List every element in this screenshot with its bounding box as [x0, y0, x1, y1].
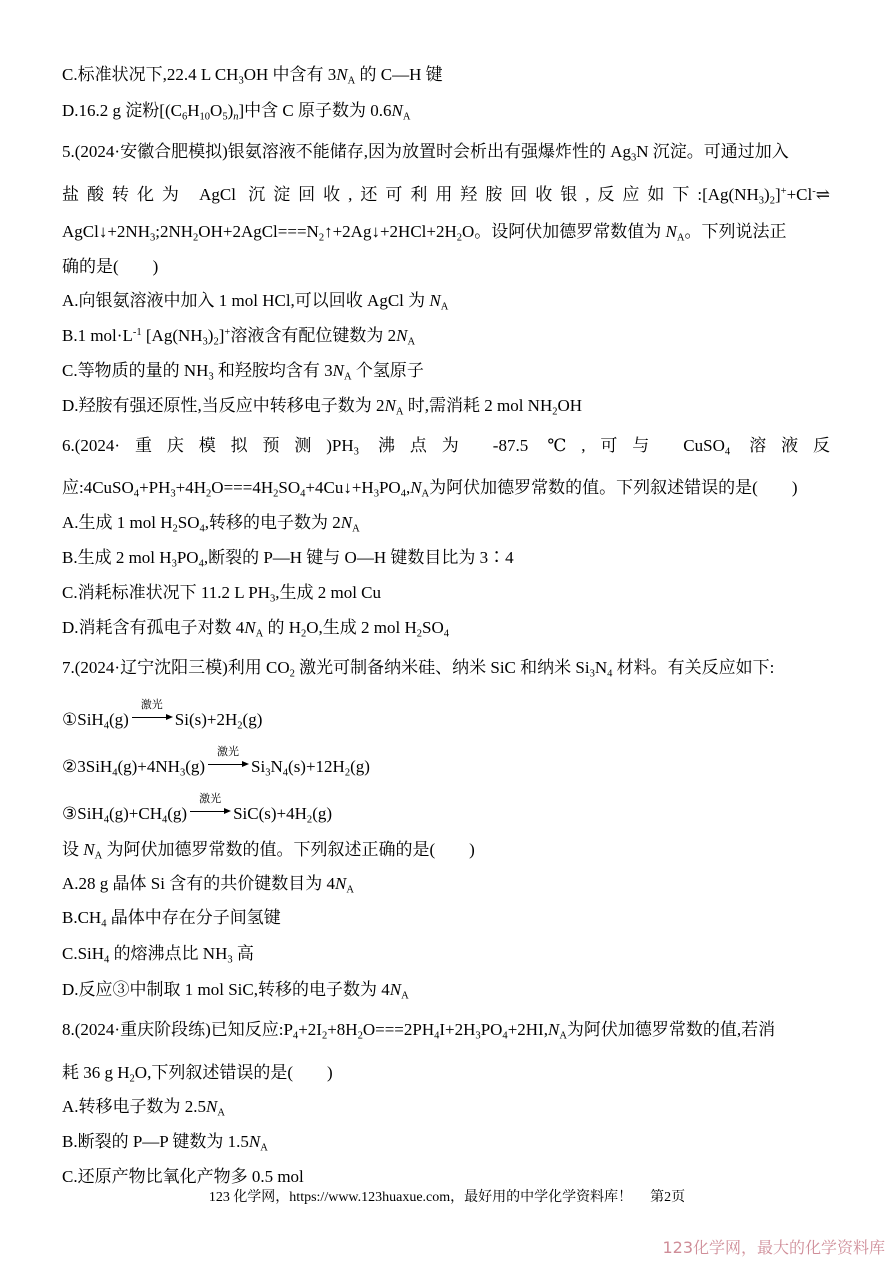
text-run: 激光可制备纳米硅、纳米 SiC 和纳米 Si	[294, 658, 590, 677]
subscript: 4	[724, 446, 731, 458]
italic-symbol: N	[429, 291, 441, 310]
arrow-shaft	[190, 811, 227, 812]
text-run: +2HI,	[507, 1020, 548, 1039]
arrow-head-icon	[166, 714, 173, 720]
text-run: ]	[218, 326, 225, 345]
subscript: 3	[631, 152, 637, 164]
subscript: 2	[344, 767, 351, 779]
subscript: 4	[133, 488, 140, 500]
subscript: A	[395, 406, 404, 418]
text-run: 耗 36 g H	[62, 1063, 130, 1082]
subscript: A	[346, 884, 354, 896]
italic-symbol: N	[410, 478, 422, 497]
text-run: D.反应③中制取 1 mol SiC,转移的电子数为 4	[62, 980, 390, 999]
text-run: A.转移电子数为 2.5	[62, 1097, 207, 1116]
text-run: ,转移的电子数为 2	[204, 513, 341, 532]
footer-site-text: 123 化学网，https://www.123huaxue.com，最好用的中学化学资料库！	[208, 1190, 633, 1205]
text-run: ,生成 2 mol Cu	[275, 583, 382, 602]
text-run: PO	[480, 1020, 503, 1039]
text-run: SO	[278, 478, 301, 497]
subscript: 3	[149, 232, 156, 244]
subscript: 2	[289, 668, 295, 680]
text-run: C.还原产物比氧化产物多 0.5 mol	[62, 1167, 304, 1186]
text-run: D.消耗含有孤电子对数 4	[62, 618, 245, 637]
text-run: O===4H	[211, 478, 274, 497]
reaction-equation	[62, 793, 333, 826]
subscript: 10	[199, 111, 211, 123]
subscript: 2	[213, 336, 219, 348]
arrow-condition-label: 激光	[140, 699, 163, 711]
text-run: 应:4CuSO	[62, 478, 134, 497]
question-stem-8	[62, 1018, 775, 1042]
subscript: 2	[306, 814, 313, 826]
text-run: [Ag(NH	[141, 326, 203, 345]
answer-option-B	[62, 324, 415, 348]
subscript: 2	[301, 628, 307, 640]
subscript: 4	[434, 1030, 440, 1042]
subscript: 2	[357, 1030, 363, 1042]
reaction-equation	[62, 699, 263, 732]
text-run: PO	[176, 548, 199, 567]
text-run: N 沉淀。可通过加入	[636, 142, 789, 161]
subscript: 4	[400, 488, 406, 500]
subscript: 2	[769, 195, 775, 207]
answer-option-B	[62, 906, 281, 930]
subscript: 2	[273, 488, 279, 500]
text-run: 晶体中存在分子间氢键	[106, 908, 281, 927]
subscript: 3	[589, 668, 595, 680]
text-run: (g)+4NH	[117, 757, 180, 776]
subscript: A	[676, 232, 685, 244]
text-run: C.SiH	[62, 944, 105, 963]
text-run: B.CH	[62, 908, 102, 927]
subscript: 3	[202, 336, 208, 348]
text-line	[62, 183, 830, 207]
text-run: 。下列说法正	[684, 222, 787, 241]
answer-option-D	[62, 616, 449, 640]
text-run: 的熔沸点比 NH	[109, 944, 228, 963]
text-line	[62, 255, 158, 279]
arrow-condition-label: 激光	[199, 793, 222, 805]
subscript: 2	[318, 232, 325, 244]
italic-symbol: N	[336, 65, 348, 84]
text-run: Si	[251, 757, 266, 776]
text-run: 5.(2024·安徽合肥模拟)银氨溶液不能储存,因为放置时会析出有强爆炸性的 Ag	[62, 142, 632, 161]
text-run: ,	[405, 478, 411, 497]
subscript: 2	[193, 232, 199, 244]
subscript: 4	[112, 767, 118, 779]
text-run: D.羟胺有强还原性,当反应中转移电子数为 2	[62, 396, 385, 415]
text-run: 8.(2024·重庆阶段练)已知反应:P	[62, 1020, 293, 1039]
subscript: A	[559, 1030, 567, 1042]
text-line	[62, 476, 797, 500]
text-run: OH	[557, 396, 583, 415]
text-run: )	[764, 185, 770, 204]
text-run: O===2PH	[362, 1020, 435, 1039]
page-number: 第2页	[650, 1190, 686, 1205]
subscript: A	[217, 1107, 225, 1119]
answer-option-A	[62, 289, 448, 313]
subscript: 5	[222, 111, 228, 123]
text-run: C.等物质的量的 NH	[62, 361, 209, 380]
text-run: ①SiH	[62, 710, 104, 729]
subscript: A	[94, 850, 103, 862]
text-run: O	[210, 101, 223, 120]
text-run: O,生成 2 mol H	[306, 618, 417, 637]
subscript: 4	[103, 720, 109, 732]
answer-option-C	[62, 63, 443, 87]
page-footer	[0, 1188, 894, 1208]
text-line	[62, 838, 475, 862]
subscript: 4	[104, 954, 110, 966]
text-run: Si(s)+2H	[174, 710, 238, 729]
subscript: 2	[456, 232, 463, 244]
answer-option-D	[62, 978, 409, 1002]
text-run: I+2H	[439, 1020, 476, 1039]
text-run: +Cl	[786, 185, 813, 204]
subscript: 4	[198, 558, 204, 570]
text-run: +4H	[175, 478, 207, 497]
question-stem-5	[62, 140, 789, 164]
italic-symbol: N	[332, 361, 345, 380]
answer-option-B	[62, 1130, 268, 1154]
superscript: -1	[132, 326, 142, 338]
italic-subscript: n	[233, 111, 239, 123]
superscript: -	[812, 185, 816, 197]
subscript: 3	[269, 593, 276, 605]
text-run: A.向银氨溶液中加入 1 mol HCl,可以回收 AgCl 为	[62, 291, 430, 310]
text-run: AgCl↓+2NH	[62, 222, 150, 241]
text-run: 溶液反	[730, 436, 831, 455]
text-run: )	[227, 101, 234, 120]
answer-option-C	[62, 942, 254, 966]
italic-symbol: N	[334, 874, 347, 893]
text-run: 高	[232, 944, 254, 963]
subscript: 4	[443, 628, 450, 640]
subscript: 4	[103, 814, 109, 826]
text-run: (g)	[185, 757, 206, 776]
italic-symbol: N	[83, 840, 95, 859]
text-run: (s)+12H	[288, 757, 345, 776]
subscript: 3	[265, 767, 271, 779]
subscript: 3	[227, 954, 233, 966]
subscript: 2	[172, 523, 178, 535]
text-run: 6.(2024·重庆模拟预测)PH	[62, 436, 354, 455]
subscript: A	[402, 111, 411, 123]
italic-symbol: N	[547, 1020, 560, 1039]
text-run: 和羟胺均含有 3	[213, 361, 333, 380]
text-run: SO	[422, 618, 444, 637]
text-run: (g)	[242, 710, 263, 729]
text-run: +4Cu↓+H	[305, 478, 374, 497]
subscript: A	[352, 523, 360, 535]
text-run: 设	[62, 840, 84, 859]
italic-symbol: N	[396, 326, 408, 345]
italic-symbol: N	[384, 396, 396, 415]
text-run: 的 C—H 键	[355, 65, 443, 84]
subscript: 4	[502, 1030, 508, 1042]
text-run: +8H	[327, 1020, 358, 1039]
answer-option-D	[62, 99, 410, 123]
answer-option-C	[62, 581, 381, 605]
subscript: A	[255, 628, 264, 640]
subscript: 3	[758, 195, 765, 207]
text-run: B.1 mol·L	[62, 326, 133, 345]
subscript: 4	[292, 1030, 299, 1042]
text-run: B.断裂的 P—P 键数为 1.5	[62, 1132, 249, 1151]
answer-option-D	[62, 394, 582, 418]
text-line	[62, 1061, 333, 1085]
text-run: ↑+2Ag↓+2HCl+2H	[324, 222, 457, 241]
subscript: A	[407, 336, 416, 348]
text-run: 材料。有关反应如下:	[612, 658, 775, 677]
italic-symbol: N	[391, 101, 403, 120]
text-run: )	[207, 326, 214, 345]
text-run: SiC(s)+4H	[233, 804, 307, 823]
subscript: 2	[321, 1030, 328, 1042]
text-run: 为阿伏加德罗常数的值,若消	[566, 1020, 776, 1039]
text-run: ]中含 C 原子数为 0.6	[238, 101, 392, 120]
answer-option-A	[62, 872, 354, 896]
arrow-head-icon	[242, 761, 249, 767]
subscript: 3	[475, 1030, 481, 1042]
text-run: 溶液含有配位键数为 2	[230, 326, 397, 345]
superscript: +	[780, 185, 787, 197]
subscript: 2	[552, 406, 558, 418]
text-run: 个氢原子	[351, 361, 424, 380]
italic-symbol: N	[665, 222, 677, 241]
subscript: 4	[162, 814, 168, 826]
text-run: ;2NH	[155, 222, 194, 241]
subscript: 6	[181, 111, 188, 123]
reaction-arrow	[188, 793, 232, 826]
text-run: A.生成 1 mol H	[62, 513, 173, 532]
subscript: 3	[238, 75, 244, 87]
italic-symbol: N	[244, 618, 256, 637]
watermark-text: 123化学网，最大的化学资料库	[662, 1238, 885, 1257]
text-run: ⇌	[815, 185, 830, 204]
text-run: ,断裂的 P—H 键与 O—H 键数目比为 3∶4	[203, 548, 514, 567]
text-run: 确的是( )	[62, 257, 159, 276]
reaction-arrow	[206, 746, 250, 779]
subscript: 3	[179, 767, 186, 779]
text-run: (g)+CH	[108, 804, 162, 823]
text-run: 的 H	[263, 618, 302, 637]
subscript: 4	[282, 767, 289, 779]
arrow-condition-label: 激光	[217, 746, 240, 758]
text-run: ②3SiH	[62, 757, 113, 776]
text-run: +2I	[298, 1020, 322, 1039]
text-run: D.16.2 g 淀粉[(C	[62, 101, 182, 120]
subscript: 2	[129, 1073, 135, 1085]
subscript: 4	[300, 488, 306, 500]
text-line	[62, 220, 787, 244]
italic-symbol: N	[389, 980, 402, 999]
subscript: 2	[206, 488, 212, 500]
italic-symbol: N	[340, 513, 353, 532]
arrow-shaft	[208, 764, 245, 765]
reaction-equation	[62, 746, 370, 779]
subscript: 2	[237, 720, 243, 732]
answer-option-C	[62, 359, 424, 383]
text-run: 7.(2024·辽宁沈阳三模)利用 CO	[62, 658, 290, 677]
text-run: PO	[378, 478, 401, 497]
italic-symbol: N	[206, 1097, 218, 1116]
text-run: H	[187, 101, 200, 120]
subscript: A	[421, 488, 430, 500]
text-run: 时,需消耗 2 mol NH	[403, 396, 553, 415]
subscript: A	[260, 1142, 268, 1154]
text-run: OH+2AgCl===N	[198, 222, 319, 241]
answer-option-A	[62, 1095, 225, 1119]
answer-option-B	[62, 546, 514, 570]
text-run: (g)	[312, 804, 333, 823]
text-run: N	[594, 658, 608, 677]
text-run: ]	[774, 185, 781, 204]
text-run: ③SiH	[62, 804, 104, 823]
subscript: 3	[353, 446, 359, 458]
text-run: O。设阿伏加德罗常数值为	[462, 222, 666, 241]
subscript: A	[347, 75, 356, 87]
subscript: 4	[101, 918, 107, 930]
italic-symbol: N	[248, 1132, 261, 1151]
text-run: (g)	[167, 804, 188, 823]
answer-option-C	[62, 1165, 304, 1189]
text-run: OH 中含有 3	[243, 65, 337, 84]
subscript: 3	[208, 371, 214, 383]
text-run: 为阿伏加德罗常数的值。下列叙述错误的是( )	[429, 478, 798, 497]
text-run: N	[270, 757, 283, 776]
text-run: 沸点为 -87.5 ℃,可与 CuSO	[358, 436, 725, 455]
answer-option-A	[62, 511, 360, 535]
text-run: +PH	[139, 478, 171, 497]
arrow-head-icon	[224, 808, 231, 814]
text-run: 盐酸转化为 AgCl 沉淀回收,还可利用羟胺回收银,反应如下:[Ag(NH	[62, 185, 759, 204]
subscript: 3	[171, 558, 177, 570]
subscript: A	[401, 990, 409, 1002]
subscript: 3	[373, 488, 379, 500]
subscript: 4	[607, 668, 613, 680]
subscript: 4	[199, 523, 205, 535]
question-stem-6	[62, 434, 830, 458]
text-run: O,下列叙述错误的是( )	[134, 1063, 333, 1082]
text-run: C.标准状况下,22.4 L CH	[62, 65, 239, 84]
text-run: B.生成 2 mol H	[62, 548, 172, 567]
arrow-shaft	[132, 717, 169, 718]
text-run: 为阿伏加德罗常数的值。下列叙述正确的是( )	[102, 840, 475, 859]
question-stem-7	[62, 656, 774, 680]
text-run: (g)	[108, 710, 129, 729]
text-run: (g)	[350, 757, 370, 776]
text-run: SO	[177, 513, 200, 532]
subscript: A	[440, 301, 449, 313]
superscript: +	[224, 326, 231, 338]
subscript: 2	[416, 628, 423, 640]
subscript: A	[344, 371, 352, 383]
subscript: 3	[170, 488, 176, 500]
reaction-arrow	[130, 699, 174, 732]
text-run: C.消耗标准状况下 11.2 L PH	[62, 583, 270, 602]
text-run: A.28 g 晶体 Si 含有的共价键数目为 4	[62, 874, 335, 893]
